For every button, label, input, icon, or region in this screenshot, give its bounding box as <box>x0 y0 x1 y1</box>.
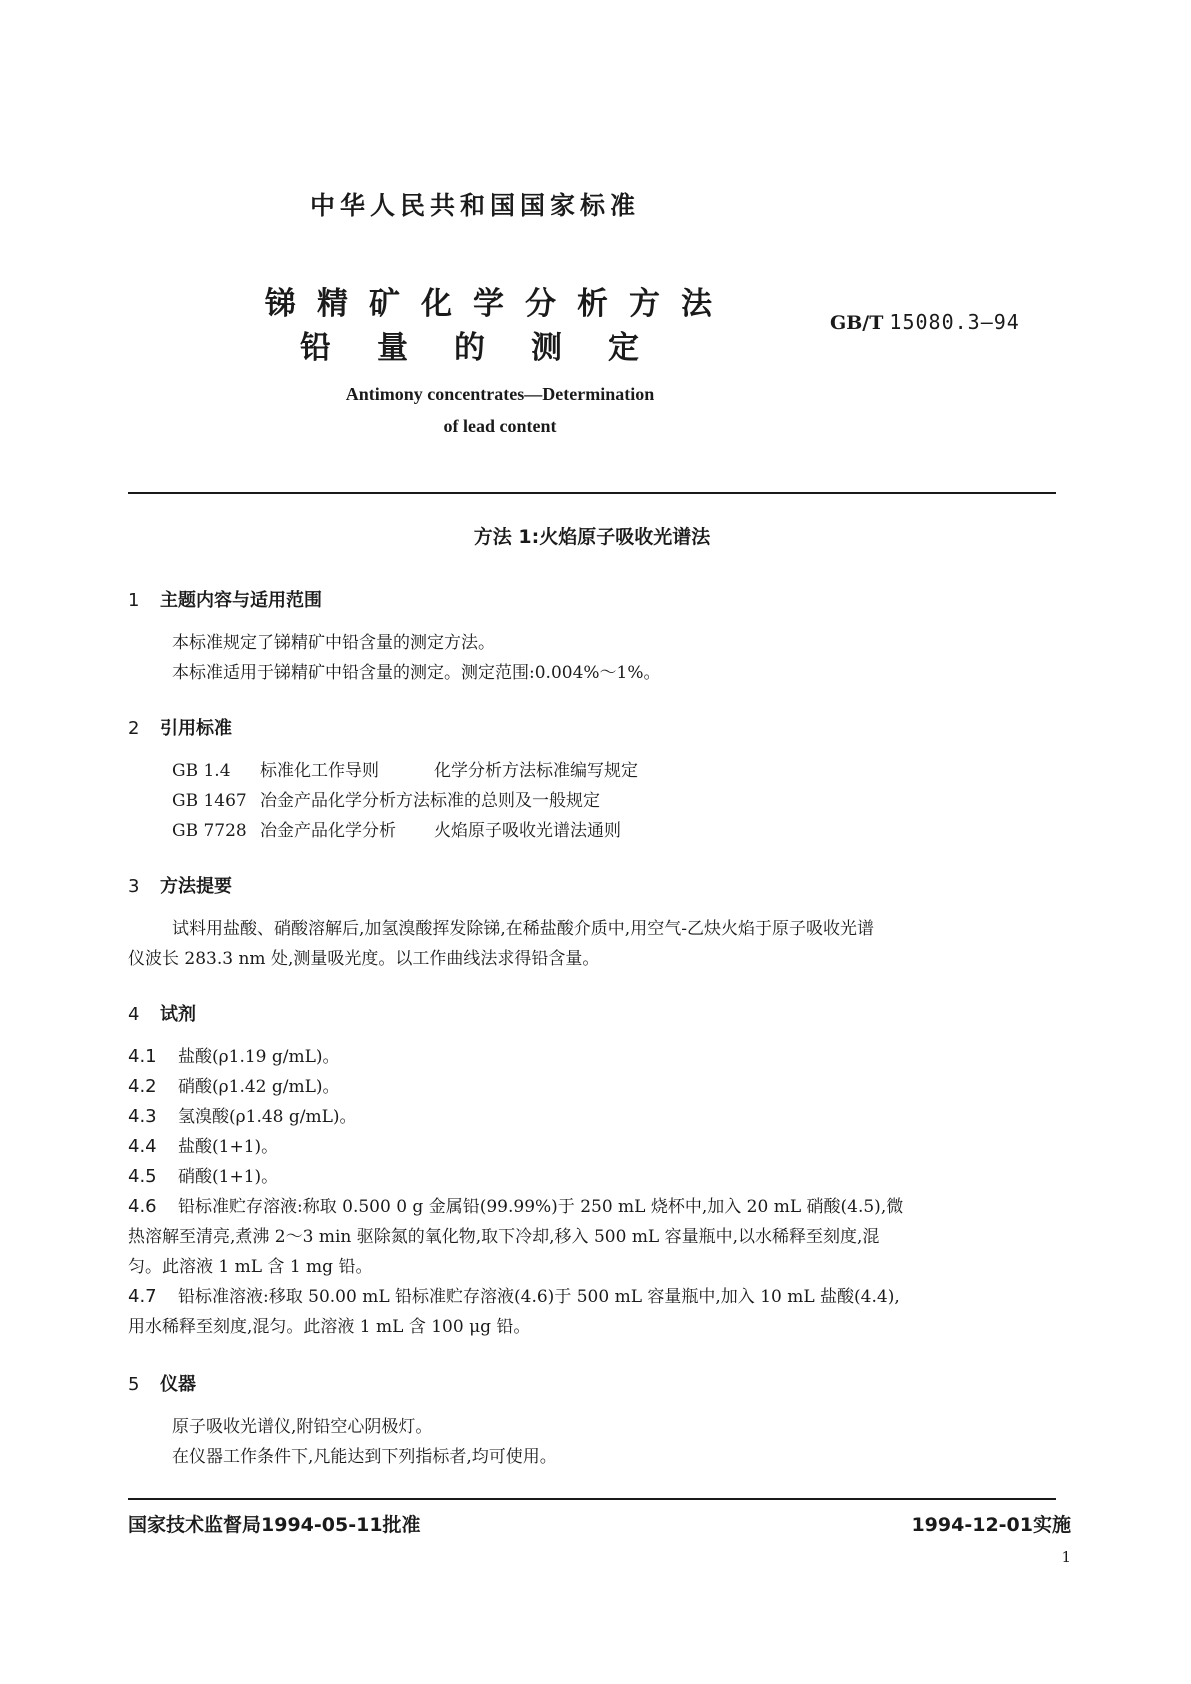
section-title: 引用标准 <box>160 718 232 739</box>
footer-divider <box>128 1498 1056 1500</box>
item-text: 氢溴酸(ρ1.48 g/mL)。 <box>178 1107 357 1127</box>
item-text: 盐酸(ρ1.19 g/mL)。 <box>178 1047 340 1067</box>
section-number: 4 <box>128 1004 140 1025</box>
reagent-item <box>128 1042 1056 1072</box>
section-number: 2 <box>128 718 140 739</box>
reagent-item <box>128 1162 1056 1192</box>
section-3-heading <box>128 872 232 898</box>
reagent-item-4-7-line-2: 用水稀释至刻度,混匀。此溶液 1 mL 含 100 μg 铅。 <box>128 1317 531 1337</box>
reference-subtitle: 火焰原子吸收光谱法通则 <box>434 821 621 841</box>
item-number: 4.5 <box>128 1166 157 1187</box>
item-number: 4.3 <box>128 1106 157 1127</box>
document-title-line2: 铅量的测定 <box>300 330 685 366</box>
standard-code <box>830 310 1020 334</box>
section-title: 方法提要 <box>160 876 232 897</box>
item-number: 4.4 <box>128 1136 157 1157</box>
reference-title: 冶金产品化学分析 <box>260 821 396 841</box>
method-title: 方法 1:火焰原子吸收光谱法 <box>473 526 711 548</box>
section-5-line-2: 在仪器工作条件下,凡能达到下列指标者,均可使用。 <box>172 1447 557 1467</box>
national-standard-title: 中华人民共和国国家标准 <box>309 191 640 220</box>
section-number: 1 <box>128 590 140 611</box>
item-number: 4.6 <box>128 1196 157 1217</box>
item-text: 盐酸(1+1)。 <box>178 1137 279 1157</box>
item-number: 4.2 <box>128 1076 157 1097</box>
english-title-line1: Antimony concentrates—Determination <box>345 384 655 404</box>
reagent-item-4-6 <box>128 1192 1056 1222</box>
item-number: 4.1 <box>128 1046 157 1067</box>
standard-code-number: 15080.3—94 <box>889 310 1020 334</box>
section-title: 主题内容与适用范围 <box>160 590 322 611</box>
section-title: 仪器 <box>160 1374 196 1395</box>
reagent-item-4-6-line-2: 热溶解至清亮,煮沸 2～3 min 驱除氮的氧化物,取下冷却,移入 500 mL 容量瓶中,以水稀释至刻度,混 <box>128 1227 880 1247</box>
standard-code-prefix: GB/T <box>830 312 884 334</box>
implementation-date: 1994-12-01实施 <box>911 1514 1071 1536</box>
reagent-item <box>128 1072 1056 1102</box>
item-text: 铅标准贮存溶液:称取 0.500 0 g 金属铅(99.99%)于 250 mL 烧杯中,加入 20 mL 硝酸(4.5),微 <box>178 1197 904 1217</box>
section-3-line-2: 仪波长 283.3 nm 处,测量吸光度。以工作曲线法求得铅含量。 <box>128 949 600 969</box>
reagent-item-4-7 <box>128 1282 1056 1312</box>
section-2-heading <box>128 714 232 740</box>
reference-subtitle: 化学分析方法标准编写规定 <box>434 761 638 781</box>
item-number: 4.7 <box>128 1286 157 1307</box>
page-number: 1 <box>1061 1548 1071 1566</box>
reference-row <box>172 786 600 816</box>
reference-title: 冶金产品化学分析方法标准的总则及一般规定 <box>260 791 600 811</box>
document-title-line1: 锑精矿化学分析方法 <box>265 286 733 322</box>
section-number: 3 <box>128 876 140 897</box>
section-1-line-1: 本标准规定了锑精矿中铅含量的测定方法。 <box>172 633 495 653</box>
reference-row <box>172 816 621 846</box>
section-1-heading <box>128 586 322 612</box>
section-number: 5 <box>128 1374 140 1395</box>
section-3-line-1: 试料用盐酸、硝酸溶解后,加氢溴酸挥发除锑,在稀盐酸介质中,用空气-乙炔火焰于原子吸收光谱 <box>172 919 874 939</box>
reference-title: 标准化工作导则 <box>260 761 379 781</box>
reference-code: GB 7728 <box>172 821 247 841</box>
reagent-item <box>128 1132 1056 1162</box>
reference-code: GB 1.4 <box>172 761 231 781</box>
item-text: 铅标准溶液:移取 50.00 mL 铅标准贮存溶液(4.6)于 500 mL 容量瓶中,加入 10 mL 盐酸(4.4), <box>178 1287 900 1307</box>
english-title-line2: of lead content <box>443 416 557 436</box>
section-1-line-2: 本标准适用于锑精矿中铅含量的测定。测定范围:0.004%～1%。 <box>172 663 661 683</box>
reference-code: GB 1467 <box>172 791 247 811</box>
section-title: 试剂 <box>160 1004 196 1025</box>
section-5-heading <box>128 1370 196 1396</box>
reagent-item-4-6-line-3: 匀。此溶液 1 mL 含 1 mg 铅。 <box>128 1257 373 1277</box>
section-4-heading <box>128 1000 196 1026</box>
item-text: 硝酸(1+1)。 <box>178 1167 279 1187</box>
header-divider <box>128 492 1056 494</box>
approval-date: 国家技术监督局1994-05-11批准 <box>128 1514 421 1536</box>
reagent-item <box>128 1102 1056 1132</box>
item-text: 硝酸(ρ1.42 g/mL)。 <box>178 1077 340 1097</box>
reference-row <box>172 756 638 786</box>
section-5-line-1: 原子吸收光谱仪,附铅空心阴极灯。 <box>172 1417 433 1437</box>
